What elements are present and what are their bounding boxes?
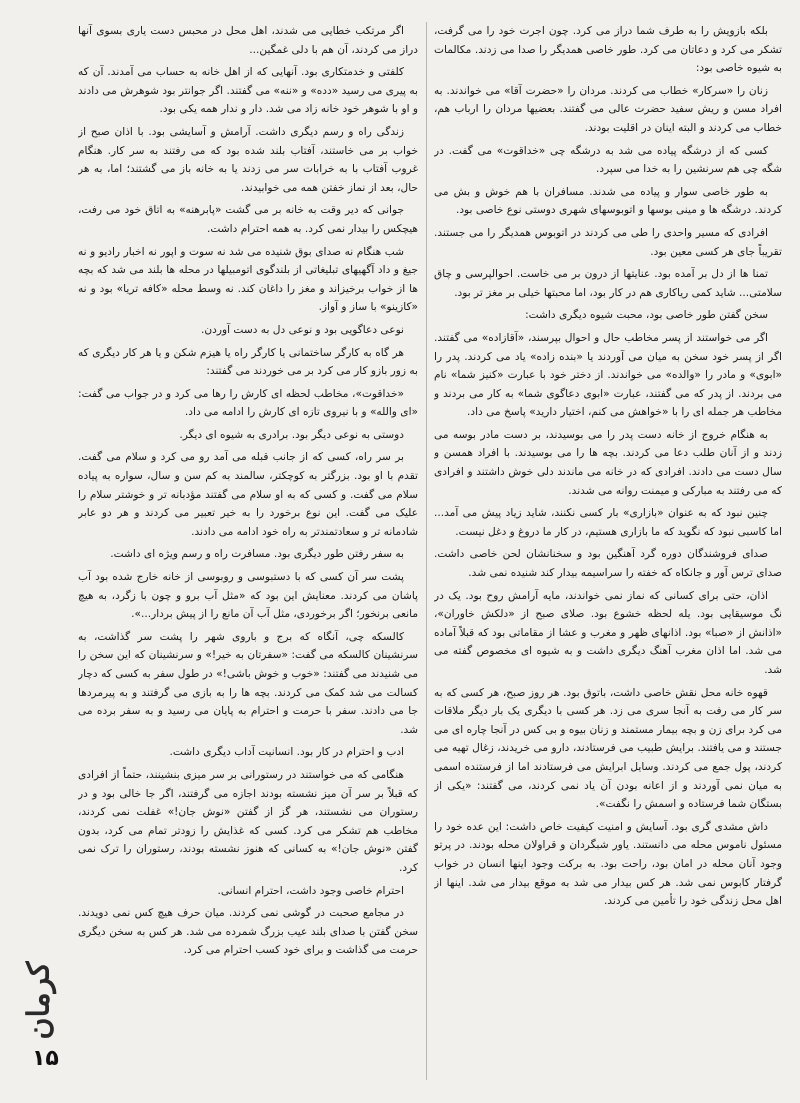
paragraph: اگر مرتکب خطایی می شدند، اهل محل در محبس دست یاری بسوی آنها دراز می کردند، آن هم با دلی غمگین... <box>78 25 418 56</box>
paragraph: هر گاه به کارگر ساختمانی یا کارگر راه یا هیزم شکن و یا هر کار دیگری که به زور بازو کار می کرد بر می خوردند می گفتند: <box>78 346 418 378</box>
paragraph: کلفتی و خدمتکاری بود. آنهایی که از اهل خانه به حساب می آمدند. آن که به پیری می رسید «دده» و «ننه» می گفتند. اگر جوانتر بود شوهرش می دادند و او با شوهر خود خانه زاد می شد. دار و ندار همه یکی بود. <box>78 66 418 116</box>
paragraph: پشت سر آن کسی که با دستبوسی و روبوسی از خانه خارج شده بود آب پاشان می کردند. معنایش این بود که «مثل آب برو و چون با زگرد، به هیچ مانعی برنخور؛ اگر برخوردی، مثل آب آن مانع را از پیش بردار...». <box>78 571 418 621</box>
right-column <box>434 22 782 1082</box>
paragraph: هنگامی که می خواستند در رستورانی بر سر میزی بنشینند، حتماً از افرادی که قبلاً بر سر آن میز نشسته بودند اجازه می گرفتند، اگر جا خالی بود و در رستوران می نشستند، هر گز از گفتن «نوش جان!» غفلت نمی کردند، مخاطب هم تشکر می کرد. کسی که غذایش را زودتر تمام می کرد، بدون گفتن «نوش جان!» به کسانی که هنوز نشسته بودند، رستوران را ترک نمی کرد. <box>78 768 418 874</box>
paragraph: چنین نبود که به عنوان «بازاری» بار کسی نکنند، شاید زیاد پیش می آمد... اما کاسبی نبود که نگوید که ما بازاری هستیم، در کار ما دروغ و دغل نیست. <box>434 507 782 538</box>
paragraph: به سفر رفتن طور دیگری بود. مسافرت راه و رسم ویژه ای داشت. <box>110 548 404 561</box>
paragraph: شب هنگام نه صدای بوق شنیده می شد نه سوت و اپور نه اخبار رادیو و نه جیغ و داد آگهیهای تبلیغاتی از بلندگوی اتومبیلها در محله ها بلند می شد که بچه ها از خواب برخیزاند و مغز را داغان کند. نه وسط محله «کافه تریا» بود و نه «کازینو» با ساز و آواز. <box>78 245 418 314</box>
paragraph: قهوه خانه محل نقش خاصی داشت، باتوق بود. هر روز صبح، هر کسی که به سر کار می رفت به آنجا سری می زد. هر کسی با دیگری یک بار دیگر ملاقات می کرد برای زن و بچه بیمار مستمند و زنان بیوه و بی کس در آنجا چاره ای می جستند و می یافتند. برایش طبیب می فرستادند، دارو می خریدند، زغال تهیه می کردند، پول جمع می کردند. وسایل ابرایش می فرستادند اما از فرستنده اسمی به میان نمی آوردند و از اعانه بودن آن یاد نمی کردند، می گفتند: «یکی از بستگان شما فرستاده و اسمش را نگفت». <box>434 686 782 811</box>
paragraph: بلکه بازویش را به طرف شما دراز می کرد. چون اجرت خود را می گرفت، تشکر می کرد و دعاتان می کرد. طور خاصی همدیگر را صدا می زدند. مکالمات به شیوه خاصی بود: <box>434 25 782 75</box>
paragraph: زنان را «سرکار» خطاب می کردند. مردان را «حضرت آقا» می خواندند. به افراد مسن و ریش سفید حضرت عالی می گفتند. بعضیها مردان را ارباب هم، خطاب می کردند و البته اینان در اقلیت بودند. <box>434 84 782 134</box>
paragraph: به طور خاصی سوار و پیاده می شدند. مسافران با هم خوش و بش می کردند. درشگه ها و مینی بوسها و اتوبوسهای شهری دوستی نوع خاصی بود. <box>434 185 782 217</box>
paragraph: صدای فروشندگان دوره گرد آهنگین بود و سخنانشان لحن خاصی داشت. صدای ترس آور و جانکاه که خفته را سراسیمه بیدار کند شنیده نمی شد. <box>434 548 782 580</box>
paragraph: به هنگام خروج از خانه دست پدر را می بوسیدند، بر دست مادر بوسه می زدند و از آنان طلب دعا می کردند. بچه ها را می بوسیدند. با افراد همسن و سال دست می دادند. افرادی که در خانه می ماندند دلی خوش داشتند و افرادی که می رفتند به مبارکی و میمنت روانه می شدند. <box>434 428 782 497</box>
magazine-logo <box>14 960 64 1040</box>
column-divider <box>426 22 427 1080</box>
paragraph: اذان، حتی برای کسانی که نماز نمی خواندند، مایه آرامش روح بود. یک در نگ موسیقایی بود. یله لحظه خشوع بود. صلای صبح از «دلکش خاوران»، «اذانش از «صبا» بود. اذانهای ظهر و مغرب و عشا از مقاماتی بود که قبلاً آماده می شد. اما اذان مغرب آهنگ دیگری داشت و به شیوه ای مخصوص گفته می شد. <box>434 589 782 676</box>
paragraph: در مجامع صحبت در گوشی نمی کردند. میان حرف هیچ کس نمی دویدند. سخن گفتن با صدای بلند عیب بزرگ شمرده می شد. هر کس به سخن دیگری حرمت می گذاشت و برای خود کسب احترام می کرد. <box>78 907 418 957</box>
paragraph: ادب و احترام در کار بود. انسانیت آداب دیگری داشت. <box>169 746 404 759</box>
page-number: ۱۵ <box>32 1046 59 1071</box>
magazine-logo-text: کرمان <box>21 960 57 1040</box>
paragraph: نوعی دعاگویی بود و نوعی دل به دست آوردن. <box>201 323 404 336</box>
paragraph: کالسکه چی، آنگاه که برج و باروی شهر را پشت سر گذاشت، به سرنشینان کالسکه می گفت: «سفرتان به خیر!» و سرنشینان که این سخن را می شنیدند می گفتند: «خوب و خوش باشی!» در طول سفر به کسی که دچار کسالت می شد کمک می کردند. بچه ها را به بازی می گرفتند و به پیرمردها جا می دادند. سفر با حرمت و احترام به پایان می رسید و به سفر برده می شد. <box>78 630 418 736</box>
left-column <box>78 22 418 1082</box>
paragraph: احترام خاصی وجود داشت، احترام انسانی. <box>217 884 404 897</box>
paragraph: زندگی راه و رسم دیگری داشت. آرامش و آسایشی بود. با اذان صبح از خواب بر می خاستند، آفتاب بلند شده بود که می رفتند به سر کار. هنگام غروب آفتاب با به خرابات سر می زدند یا به خانه باز می گشتند؛ اما، به هر حال، بعد از نماز خفتن همه می خوابیدند. <box>78 125 418 194</box>
paragraph: بر سر راه، کسی که از جانب قبله می آمد رو می کرد و سلام می گفت. تقدم با او بود. بزرگتر به کوچکتر، سالمند به کم سن و سال، سواره به پیاده سلام می گفت. و کسی که به او سلام می گفتند مؤدبانه تر و خوشتر سلام را علیک می گفت. این نوع برخورد را به خیر تعبیر می کردند و هر دو عابر شادمانه تر و سعادتمندتر به راه خود ادامه می دادند. <box>78 451 418 538</box>
paragraph: افرادی که مسیر واحدی را طی می کردند در اتوبوس همدیگر را می جستند. تقریباً جای هر کسی معین بود. <box>434 226 782 258</box>
paragraph: داش مشدی گری بود. آسایش و امنیت کیفیت خاص داشت: این عده خود را مسئول ناموس محله می دانستند. یاور شبگردان و قراولان محله بودند. در پرتو وجود آنان محله در امان بود، راحت بود. به برکت وجود اینها انسان در خواب گرفتار کابوس نمی شد. هر کس بیدار می شد به موقع بیدار می شد. اینها از اهل محل زندگی خود را تأمین می کردند. <box>434 820 782 908</box>
paragraph: کسی که از درشگه پیاده می شد به درشگه چی «خداقوت» می گفت. در شگه چی هم سرنشین را به خدا می سپرد. <box>434 144 782 176</box>
paragraph: تمنا ها از دل بر آمده بود. عنایتها از درون بر می خاست. احوالپرسی و چاق سلامتی... شاید کمی ریاکاری هم در کار بود، اما محبتها خیلی بر مغز تر بود. <box>434 268 782 299</box>
paragraph: جوانی که دیر وقت به خانه بر می گشت «پابرهنه» به اتاق خود می رفت، هیچکس را بیدار نمی کرد. به همه احترام داشت. <box>78 204 418 235</box>
paragraph: دوستی به نوعی دیگر بود. برادری به شیوه ای دیگر. <box>179 428 404 441</box>
paragraph: اگر می خواستند از پسر مخاطب حال و احوال بپرسند، «آقازاده» می گفتند. اگر از پسر خود سخن به میان می آوردند یا «بنده زاده» یاد می کردند. پدر را «ابوی» و مادر را «والده» می خواندند. از دختر خود با عبارت «کنیز شما» نام می بردند. از پدر که می گفتند، عبارت «ابوی دعاگوی شما» به کار می بردند و مخاطب هر جمله ای را با «خواهش می کنم، اختیار دارید» پاسخ می داد. <box>434 331 782 419</box>
paragraph: سخن گفتن طور خاصی بود، محبت شیوه دیگری داشت: <box>525 309 768 322</box>
paragraph: «خداقوت»، مخاطب لحظه ای کارش را رها می کرد و در جواب می گفت: «ای والله» و با نیروی تازه ای کارش را ادامه می داد. <box>78 387 418 419</box>
